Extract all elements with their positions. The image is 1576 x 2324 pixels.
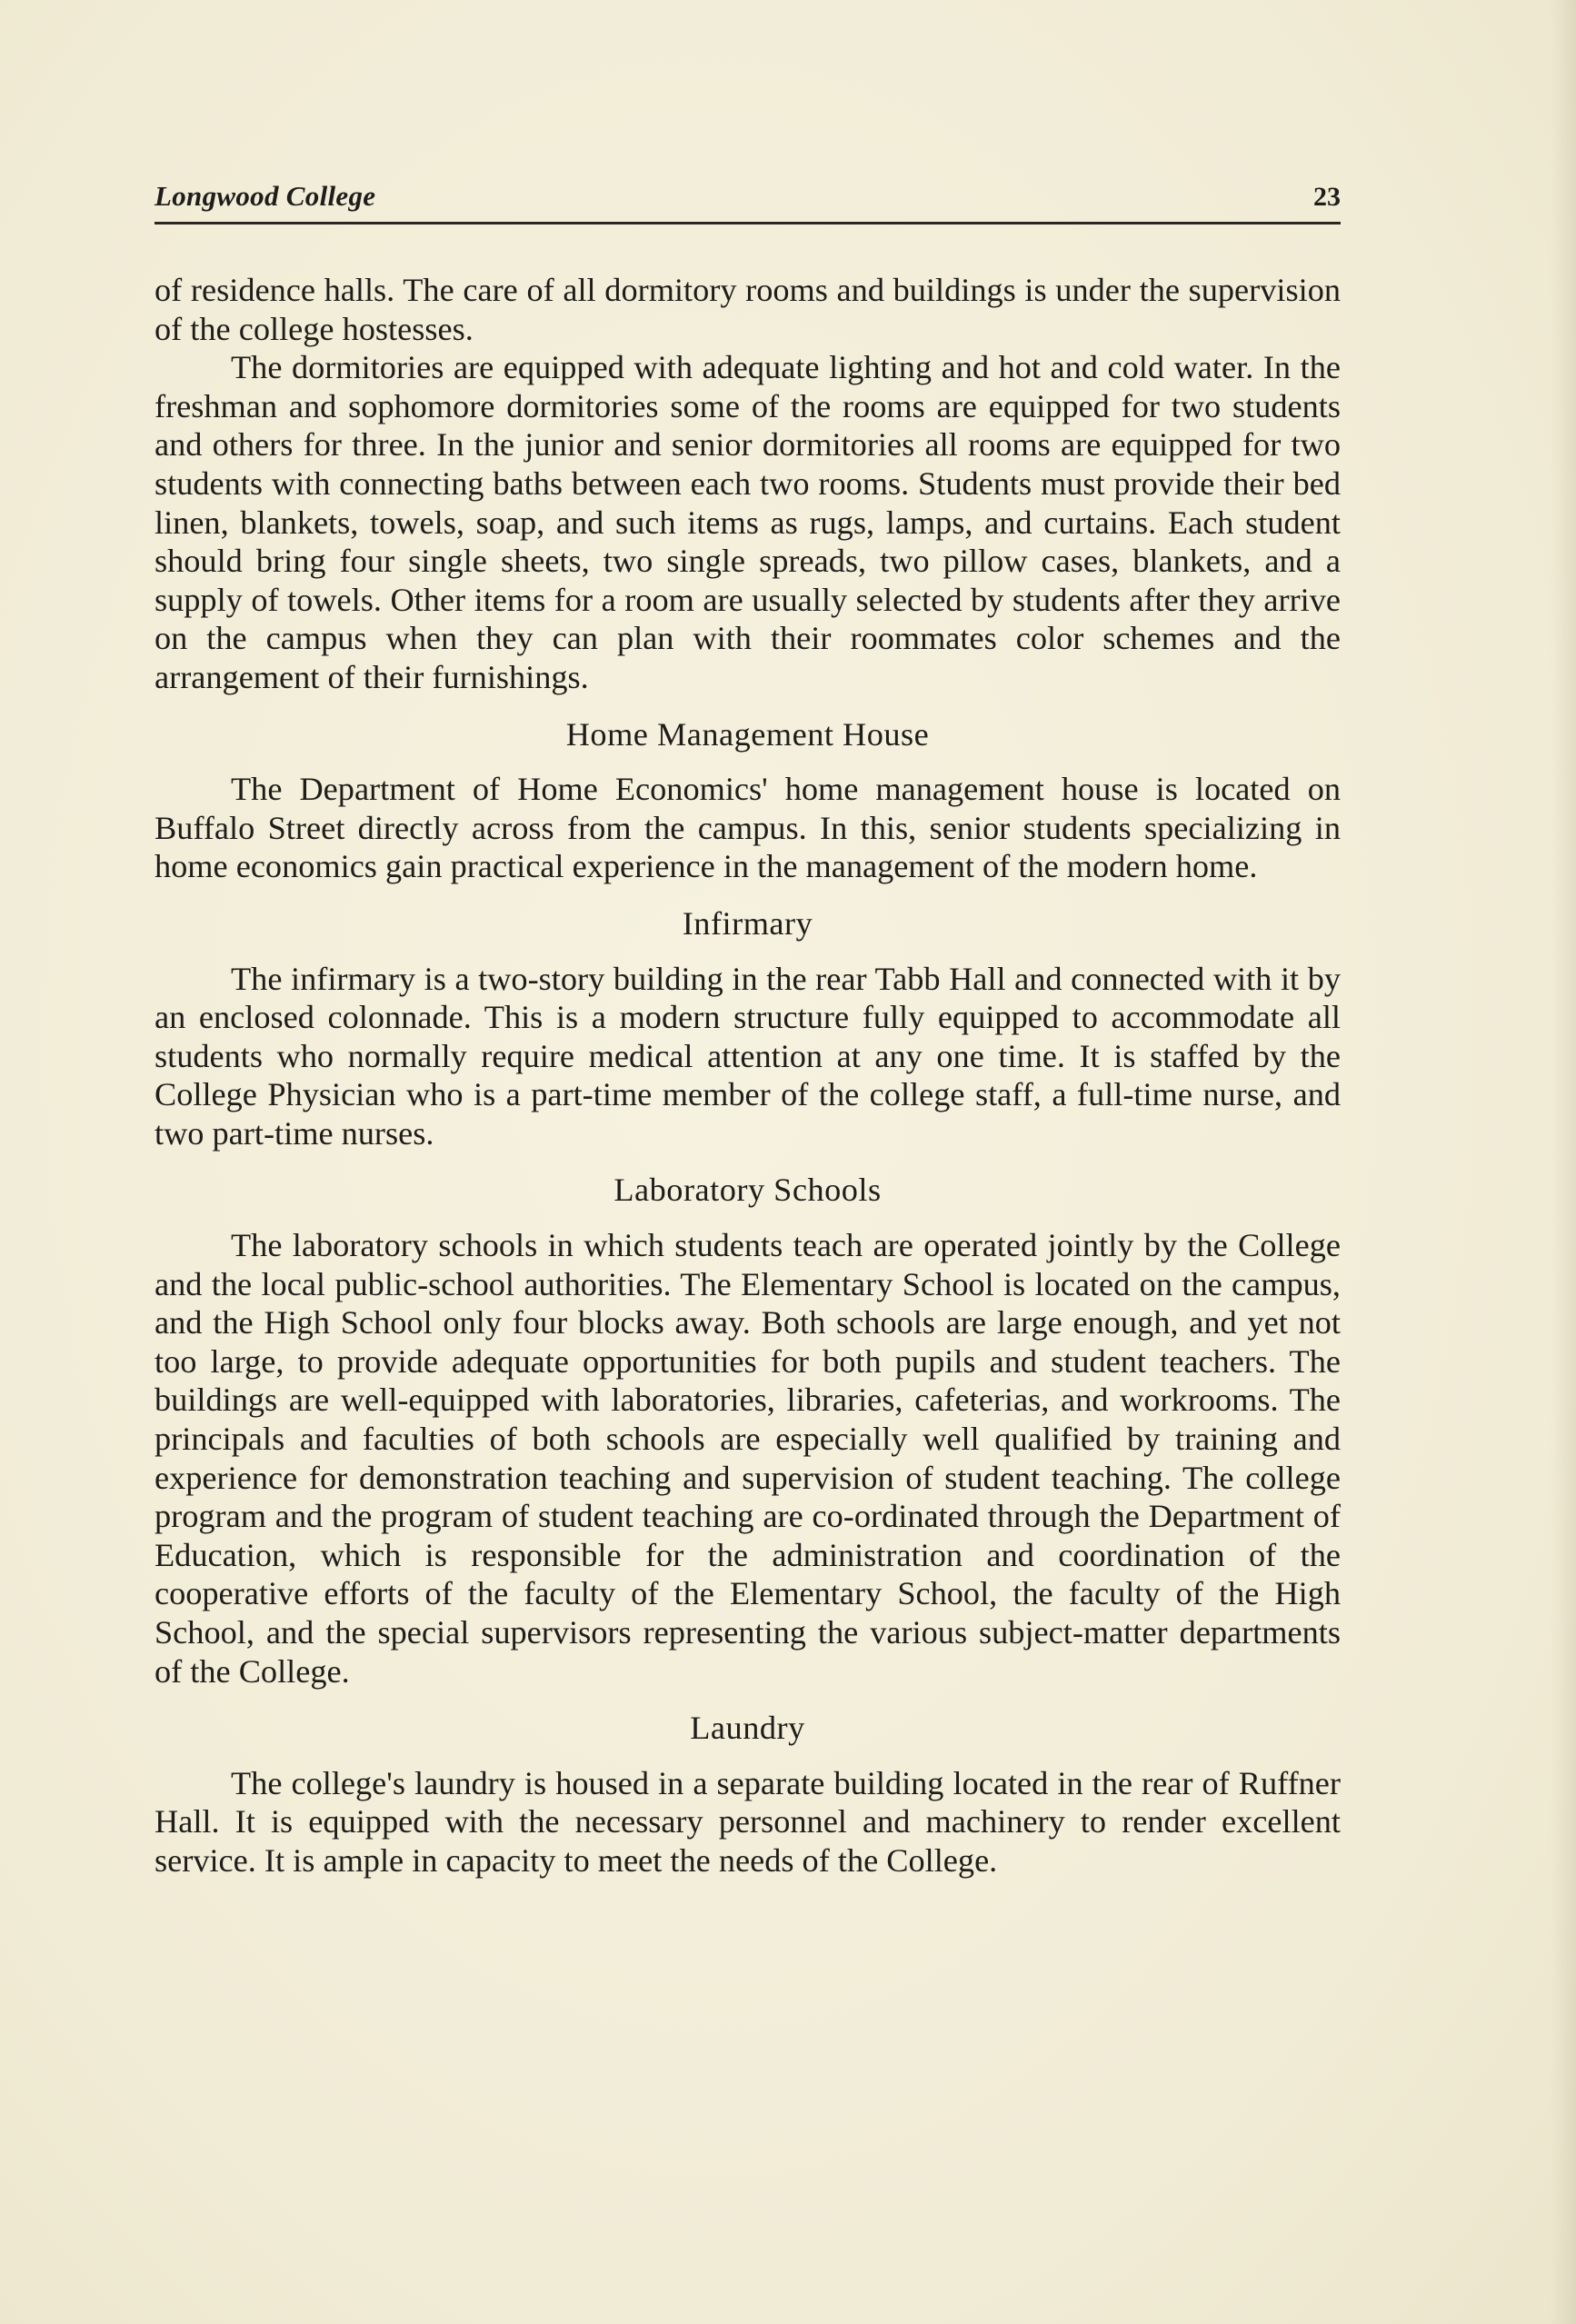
laundry-paragraph: The college's laundry is housed in a separate building located in the rear of Ruffner Hall. It is equipped with the necessary personnel and machinery to render excellent service. It is ample in capacity to meet the needs of the College. xyxy=(155,1764,1341,1879)
home-management-heading: Home Management House xyxy=(565,715,930,753)
residence-paragraph-continued: of residence halls. The care of all dormitory rooms and buildings is under the supervision of the college hostesses. xyxy=(155,272,1341,347)
laboratory-schools-paragraph: The laboratory schools in which students teach are operated jointly by the College and the local public-school authorities. The Elementary School is located on the campus, and the High School only four blocks away. Both schools are large enough, and yet not too large, to provide adequate opportunities for both pupils and student teachers. The buildings are well-equipped with laboratories, libraries, cafeterias, and workrooms. The principals and faculties of both schools are especially well qualified by training and experience for demonstration teaching and supervision of student teaching. The college program and the program of student teaching are co-ordinated through the Department of Education, which is responsible for the administration and coordination of the cooperative efforts of the faculty of the Elementary School, the faculty of the High School, and the special supervisors representing the various subject-matter departments of the College. xyxy=(155,1227,1341,1690)
page-edge-shadow xyxy=(1551,0,1576,2324)
laundry-heading: Laundry xyxy=(690,1710,805,1747)
home-management-paragraph: The Department of Home Economics' home management house is located on Buffalo Street directly across from the campus. In this, senior students specializing in home economics gain practical experience in the management of the modern home. xyxy=(155,771,1341,885)
infirmary-paragraph: The infirmary is a two-story building in the rear Tabb Hall and connected with it by an enclosed colonnade. This is a modern structure fully equipped to accommodate all students who normally require medical attention at any one time. It is staffed by the College Physician who is a part-time member of the college staff, a full-time nurse, and two part-time nurses. xyxy=(155,960,1341,1152)
running-title: Longwood College xyxy=(155,180,376,212)
infirmary-heading: Infirmary xyxy=(682,904,813,942)
body-text xyxy=(155,271,1341,1880)
page-header xyxy=(155,171,1341,224)
laboratory-schools-heading: Laboratory Schools xyxy=(613,1172,882,1209)
dormitories-paragraph: The dormitories are equipped with adequate lighting and hot and cold water. In the freshman and sophomore dormitories some of the rooms are equipped for two students and others for three. In the junior and senior dormitories all rooms are equipped for two students with connecting baths between each two rooms. Students must provide their bed linen, blankets, towels, soap, and such items as rugs, lamps, and curtains. Each student should bring four single sheets, two single spreads, two pillow cases, blankets, and a supply of towels. Other items for a room are usually selected by students after they arrive on the campus when they can plan with their roommates color schemes and the arrangement of their furnishings. xyxy=(155,349,1341,695)
page-number: 23 xyxy=(1313,182,1341,212)
